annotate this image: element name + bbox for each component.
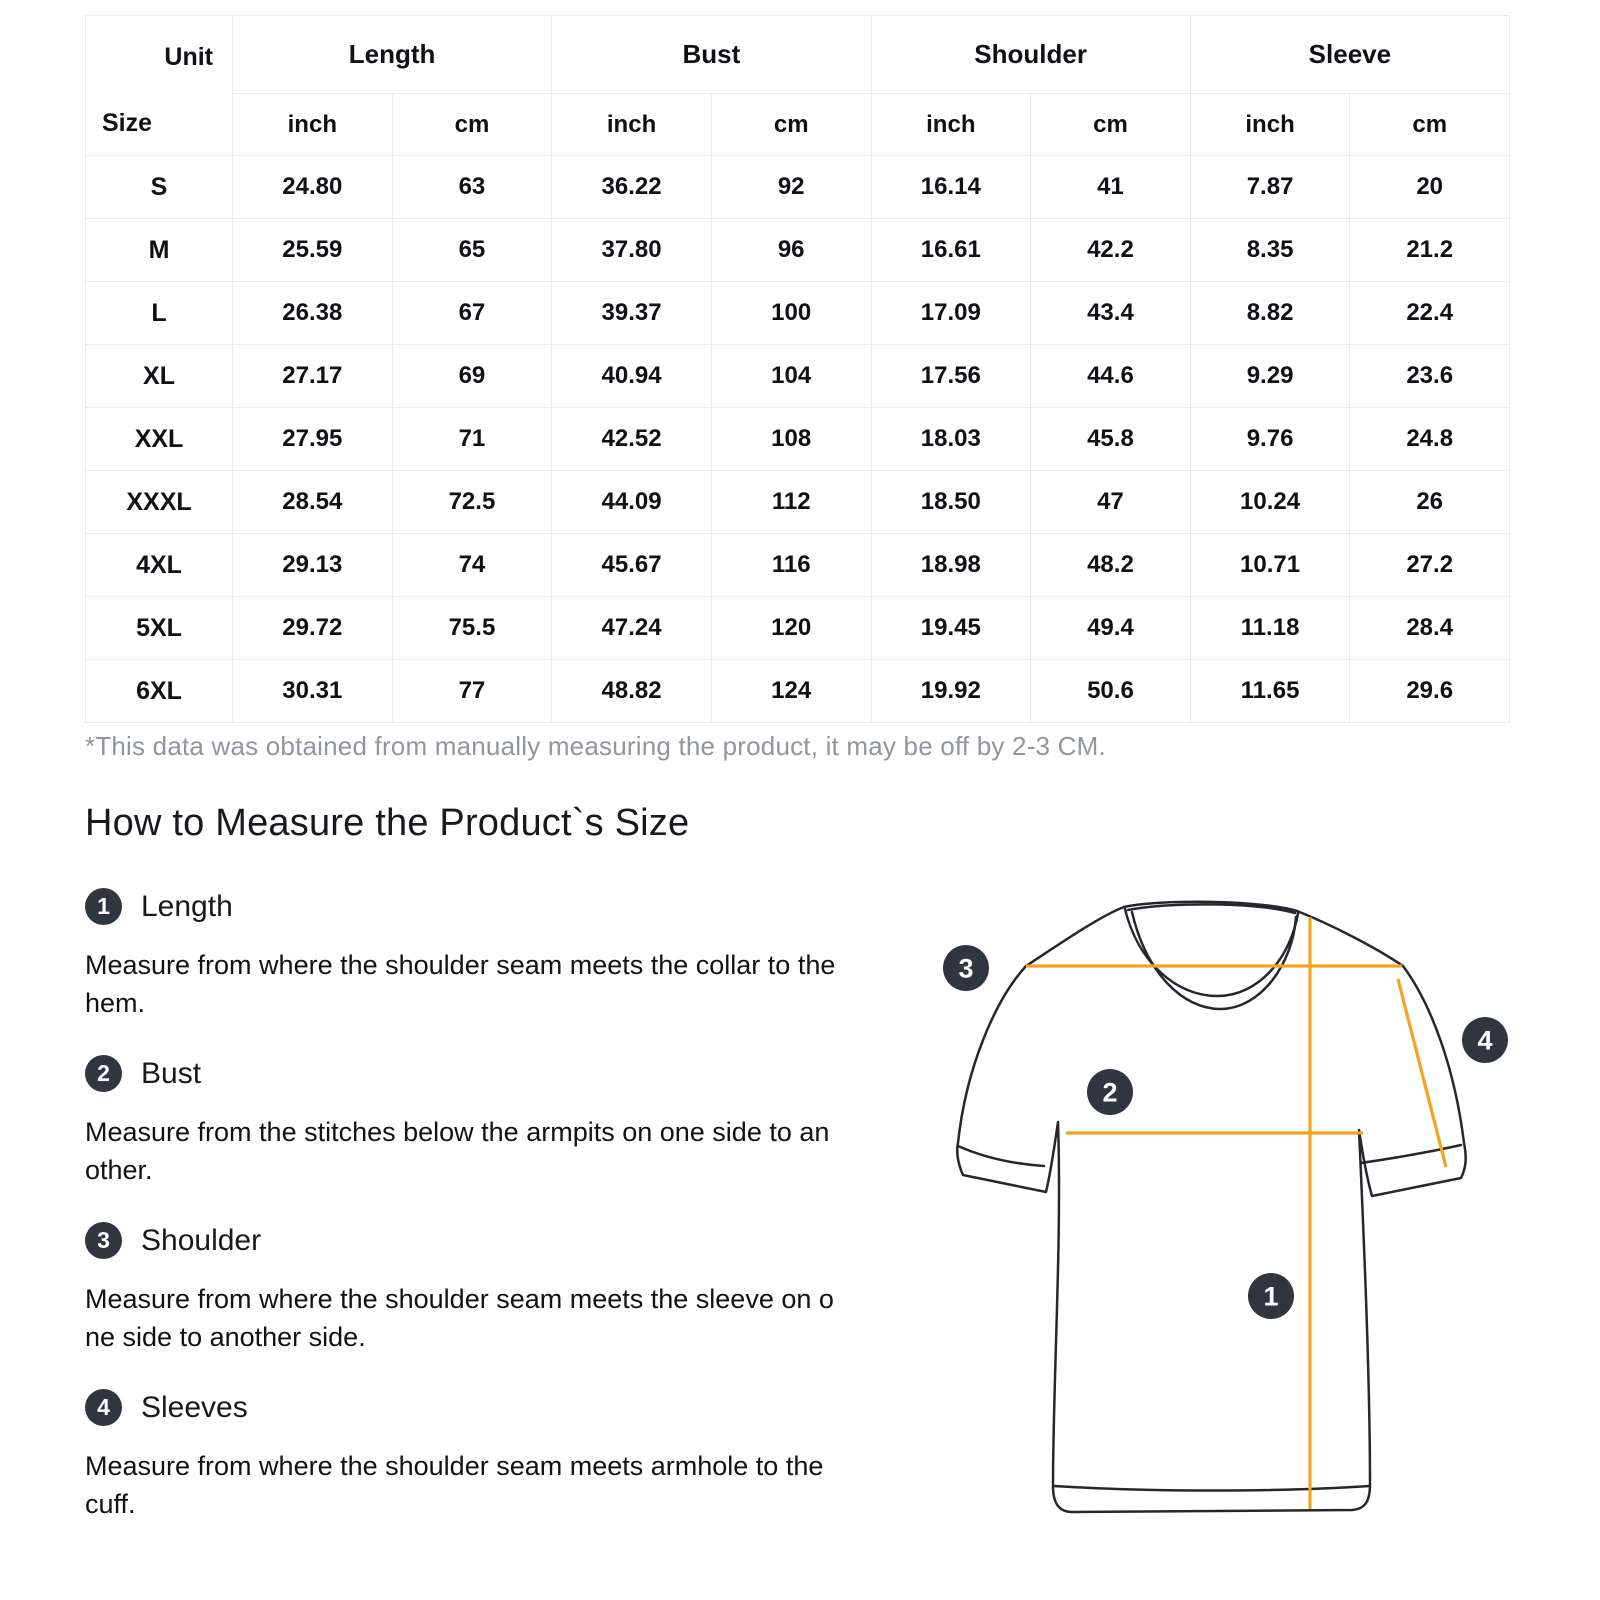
- table-corner-cell: [86, 16, 233, 156]
- badge-length: [1248, 1273, 1294, 1319]
- badge-shoulder: [943, 945, 989, 991]
- value-cell: 45.8: [1031, 408, 1191, 471]
- value-cell: 44.09: [552, 471, 712, 534]
- table-row: [86, 282, 1510, 345]
- unit-header-cell: cm: [392, 94, 552, 156]
- value-cell: 40.94: [552, 345, 712, 408]
- size-cell: XXL: [86, 408, 233, 471]
- table-row: [86, 534, 1510, 597]
- value-cell: 75.5: [392, 597, 552, 660]
- table-row: [86, 408, 1510, 471]
- step-item: [85, 1055, 885, 1189]
- size-cell: M: [86, 219, 233, 282]
- value-cell: 17.56: [871, 345, 1031, 408]
- table-row: [86, 156, 1510, 219]
- column-group-header: Length: [233, 16, 552, 94]
- unit-header-cell: inch: [871, 94, 1031, 156]
- value-cell: 9.29: [1190, 345, 1350, 408]
- group-header-row: [86, 16, 1510, 94]
- value-cell: 19.45: [871, 597, 1031, 660]
- step-label: Bust: [141, 1056, 202, 1090]
- value-cell: 120: [711, 597, 871, 660]
- value-cell: 28.4: [1350, 597, 1510, 660]
- size-cell: S: [86, 156, 233, 219]
- value-cell: 41: [1031, 156, 1191, 219]
- howto-title: How to Measure the Product`s Size: [85, 802, 690, 844]
- size-cell: XL: [86, 345, 233, 408]
- step-description: Measure from the stitches below the armpits on one side to an other.: [85, 1117, 830, 1185]
- value-cell: 100: [711, 282, 871, 345]
- step-header: [85, 1055, 885, 1092]
- value-cell: 42.52: [552, 408, 712, 471]
- step-label: Length: [141, 889, 233, 923]
- step-number-badge: 4: [85, 1389, 122, 1426]
- value-cell: 104: [711, 345, 871, 408]
- value-cell: 29.13: [233, 534, 393, 597]
- value-cell: 116: [711, 534, 871, 597]
- value-cell: 24.8: [1350, 408, 1510, 471]
- step-description: Measure from where the shoulder seam meets the sleeve on o ne side to another side.: [85, 1284, 834, 1352]
- size-cell: 5XL: [86, 597, 233, 660]
- value-cell: 74: [392, 534, 552, 597]
- value-cell: 29.72: [233, 597, 393, 660]
- size-cell: L: [86, 282, 233, 345]
- value-cell: 37.80: [552, 219, 712, 282]
- value-cell: 24.80: [233, 156, 393, 219]
- table-row: [86, 597, 1510, 660]
- value-cell: 10.71: [1190, 534, 1350, 597]
- value-cell: 16.61: [871, 219, 1031, 282]
- value-cell: 42.2: [1031, 219, 1191, 282]
- value-cell: 17.09: [871, 282, 1031, 345]
- value-cell: 21.2: [1350, 219, 1510, 282]
- value-cell: 71: [392, 408, 552, 471]
- value-cell: 47.24: [552, 597, 712, 660]
- svg-text:4: 4: [1477, 1025, 1493, 1056]
- value-cell: 63: [392, 156, 552, 219]
- value-cell: 30.31: [233, 660, 393, 723]
- unit-header-cell: cm: [1350, 94, 1510, 156]
- step-header: [85, 1389, 885, 1426]
- value-cell: 16.14: [871, 156, 1031, 219]
- step-label: Sleeves: [141, 1390, 248, 1424]
- tshirt-outline: [957, 902, 1465, 1512]
- unit-header-cell: cm: [1031, 94, 1191, 156]
- value-cell: 18.03: [871, 408, 1031, 471]
- value-cell: 29.6: [1350, 660, 1510, 723]
- size-cell: 4XL: [86, 534, 233, 597]
- value-cell: 48.2: [1031, 534, 1191, 597]
- value-cell: 8.82: [1190, 282, 1350, 345]
- table-row: [86, 471, 1510, 534]
- value-cell: 28.54: [233, 471, 393, 534]
- table-footnote: *This data was obtained from manually measuring the product, it may be off by 2-3 CM.: [85, 731, 1106, 761]
- value-cell: 112: [711, 471, 871, 534]
- value-cell: 47: [1031, 471, 1191, 534]
- step-header: [85, 888, 885, 925]
- step-item: [85, 1222, 885, 1356]
- value-cell: 36.22: [552, 156, 712, 219]
- value-cell: 11.65: [1190, 660, 1350, 723]
- step-description: Measure from where the shoulder seam meets the collar to the hem.: [85, 950, 836, 1018]
- tshirt-measure-diagram: [900, 860, 1520, 1550]
- value-cell: 92: [711, 156, 871, 219]
- value-cell: 23.6: [1350, 345, 1510, 408]
- table-row: [86, 660, 1510, 723]
- table-row: [86, 219, 1510, 282]
- unit-header-cell: inch: [552, 94, 712, 156]
- corner-unit-label: Unit: [164, 43, 213, 71]
- unit-header-cell: cm: [711, 94, 871, 156]
- value-cell: 48.82: [552, 660, 712, 723]
- value-cell: 43.4: [1031, 282, 1191, 345]
- steps-list: [85, 888, 885, 1523]
- column-group-header: Bust: [552, 16, 871, 94]
- value-cell: 27.17: [233, 345, 393, 408]
- value-cell: 22.4: [1350, 282, 1510, 345]
- value-cell: 18.98: [871, 534, 1031, 597]
- step-number-badge: 3: [85, 1222, 122, 1259]
- value-cell: 19.92: [871, 660, 1031, 723]
- value-cell: 65: [392, 219, 552, 282]
- badge-bust: [1087, 1069, 1133, 1115]
- tshirt-svg: [900, 860, 1520, 1550]
- value-cell: 77: [392, 660, 552, 723]
- value-cell: 108: [711, 408, 871, 471]
- size-cell: XXXL: [86, 471, 233, 534]
- value-cell: 45.67: [552, 534, 712, 597]
- unit-header-cell: inch: [1190, 94, 1350, 156]
- svg-text:2: 2: [1102, 1077, 1118, 1108]
- value-cell: 27.2: [1350, 534, 1510, 597]
- measure-guide: [85, 798, 885, 1556]
- value-cell: 26: [1350, 471, 1510, 534]
- step-label: Shoulder: [141, 1223, 262, 1257]
- step-number-badge: 2: [85, 1055, 122, 1092]
- step-number-badge: 1: [85, 888, 122, 925]
- value-cell: 124: [711, 660, 871, 723]
- unit-header-cell: inch: [233, 94, 393, 156]
- value-cell: 10.24: [1190, 471, 1350, 534]
- step-header: [85, 1222, 885, 1259]
- value-cell: 39.37: [552, 282, 712, 345]
- size-table: [85, 15, 1510, 723]
- value-cell: 49.4: [1031, 597, 1191, 660]
- value-cell: 8.35: [1190, 219, 1350, 282]
- value-cell: 18.50: [871, 471, 1031, 534]
- value-cell: 27.95: [233, 408, 393, 471]
- value-cell: 25.59: [233, 219, 393, 282]
- svg-text:3: 3: [958, 953, 974, 984]
- value-cell: 96: [711, 219, 871, 282]
- column-group-header: Shoulder: [871, 16, 1190, 94]
- value-cell: 44.6: [1031, 345, 1191, 408]
- value-cell: 7.87: [1190, 156, 1350, 219]
- value-cell: 26.38: [233, 282, 393, 345]
- step-item: [85, 888, 885, 1022]
- size-cell: 6XL: [86, 660, 233, 723]
- value-cell: 69: [392, 345, 552, 408]
- step-item: [85, 1389, 885, 1523]
- value-cell: 67: [392, 282, 552, 345]
- value-cell: 9.76: [1190, 408, 1350, 471]
- badge-sleeve: [1462, 1017, 1508, 1063]
- value-cell: 72.5: [392, 471, 552, 534]
- value-cell: 20: [1350, 156, 1510, 219]
- column-group-header: Sleeve: [1190, 16, 1509, 94]
- value-cell: 11.18: [1190, 597, 1350, 660]
- corner-size-label: Size: [102, 109, 153, 137]
- value-cell: 50.6: [1031, 660, 1191, 723]
- step-description: Measure from where the shoulder seam meets armhole to the cuff.: [85, 1451, 824, 1519]
- table-row: [86, 345, 1510, 408]
- unit-header-row: [86, 94, 1510, 156]
- svg-text:1: 1: [1263, 1281, 1279, 1312]
